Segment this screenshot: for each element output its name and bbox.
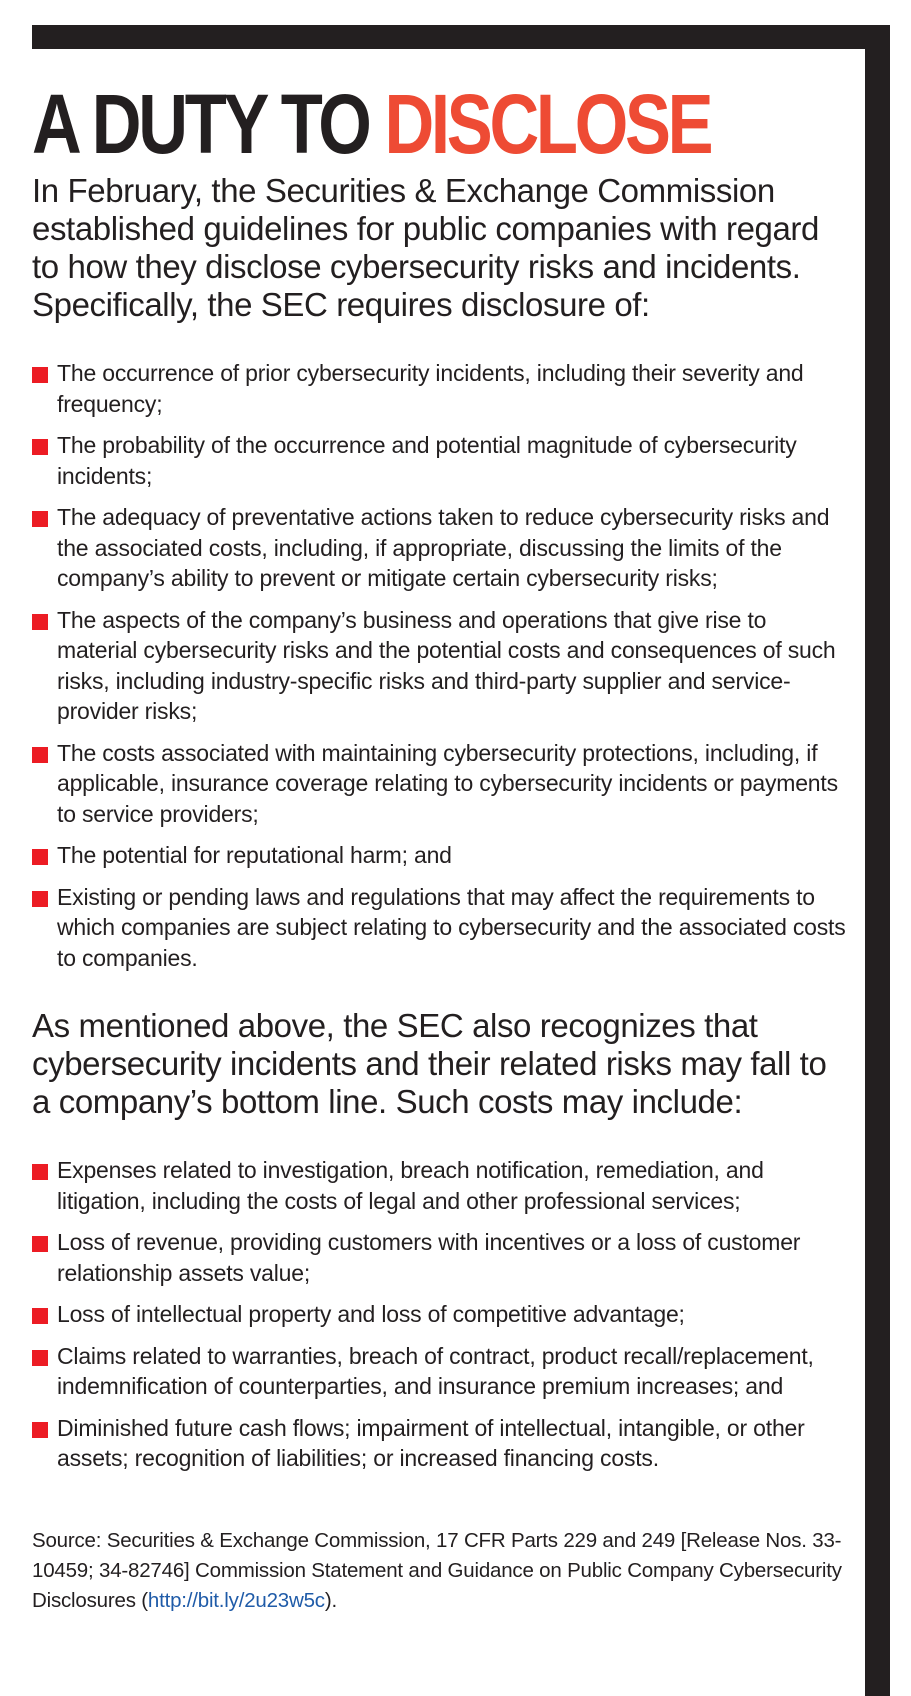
list-item-text: Claims related to warranties, breach of contract, product recall/replacement, indemnification of counterparties, and insurance premium increases; and [57, 1342, 814, 1399]
costs-list [32, 1155, 847, 1474]
list-item [32, 358, 847, 419]
bullet-square-icon [32, 1164, 48, 1180]
intro-paragraph-2: As mentioned above, the SEC also recognizes that cybersecurity incidents and their related risks may fall to a company’s bottom line. Such costs may include: [32, 1007, 827, 1120]
headline [32, 77, 711, 171]
list-item [32, 605, 847, 727]
headline-part2: DISCLOSE [384, 77, 711, 171]
source-note [32, 1526, 847, 1616]
intro-paragraph-1: In February, the Securities & Exchange Commission established guidelines for public companies with regard to how they disclose cybersecurity risks and incidents. Specifically, the SEC requires disclosure of: [32, 172, 819, 323]
list-item [32, 1413, 847, 1474]
bullet-square-icon [32, 1308, 48, 1324]
bullet-square-icon [32, 849, 48, 865]
list-item [32, 840, 847, 871]
bullet-square-icon [32, 1350, 48, 1366]
list-item-text: Expenses related to investigation, breach notification, remediation, and litigation, including the costs of legal and other professional services; [57, 1157, 764, 1214]
list-item-text: The occurrence of prior cybersecurity incidents, including their severity and frequency; [57, 360, 804, 417]
bullet-square-icon [32, 747, 48, 763]
bullet-square-icon [32, 614, 48, 630]
bullet-square-icon [32, 891, 48, 907]
list-item [32, 1227, 847, 1288]
list-item-text: The adequacy of preventative actions taken to reduce cybersecurity risks and the associated costs, including, if appropriate, discussing the limits of the company’s ability to prevent or mitigate certain cybersecurity risks; [57, 504, 830, 591]
list-item [32, 738, 847, 830]
source-text: Source: Securities & Exchange Commission, 17 CFR Parts 229 and 249 [Release Nos. 33-10459; 34-82746] Commission Statement and Guidance on Public Company Cybersecurity Disclosures ( [32, 1528, 842, 1612]
disclosure-list [32, 358, 847, 973]
bullet-square-icon [32, 1422, 48, 1438]
list-item [32, 430, 847, 491]
list-item-text: Existing or pending laws and regulations that may affect the requirements to which companies are subject relating to cybersecurity and the associated costs to companies. [57, 883, 846, 971]
bullet-square-icon [32, 367, 48, 383]
list-item [32, 1299, 847, 1330]
frame-top-bar [32, 25, 890, 49]
list-item [32, 502, 847, 594]
bullet-square-icon [32, 1236, 48, 1252]
list-item-text: The costs associated with maintaining cybersecurity protections, including, if applicable, insurance coverage relating to cybersecurity incidents or payments to service providers; [57, 739, 838, 827]
list-item-text: Loss of revenue, providing customers with incentives or a loss of customer relationship assets value; [57, 1229, 801, 1286]
headline-part1: A DUTY TO [32, 77, 385, 171]
source-link[interactable]: http://bit.ly/2u23w5c [147, 1588, 325, 1612]
source-end: ). [324, 1588, 337, 1612]
frame-right-bar [865, 25, 890, 1696]
list-item-text: The aspects of the company’s business and operations that give rise to material cybersecurity risks and the potential costs and consequences of such risks, including industry-specific risks and third-party supplier and service-provider risks; [57, 606, 836, 724]
list-item-text: Loss of intellectual property and loss of competitive advantage; [57, 1301, 685, 1327]
list-item-text: The potential for reputational harm; and [57, 842, 452, 868]
list-item-text: The probability of the occurrence and potential magnitude of cybersecurity incidents; [57, 432, 797, 489]
list-item [32, 1155, 847, 1216]
sidebar-box [32, 77, 847, 1616]
bullet-square-icon [32, 439, 48, 455]
list-item [32, 1341, 847, 1402]
list-item [32, 882, 847, 974]
bullet-square-icon [32, 511, 48, 527]
list-item-text: Diminished future cash flows; impairment of intellectual, intangible, or other assets; recognition of liabilities; or increased financing costs. [57, 1414, 805, 1471]
